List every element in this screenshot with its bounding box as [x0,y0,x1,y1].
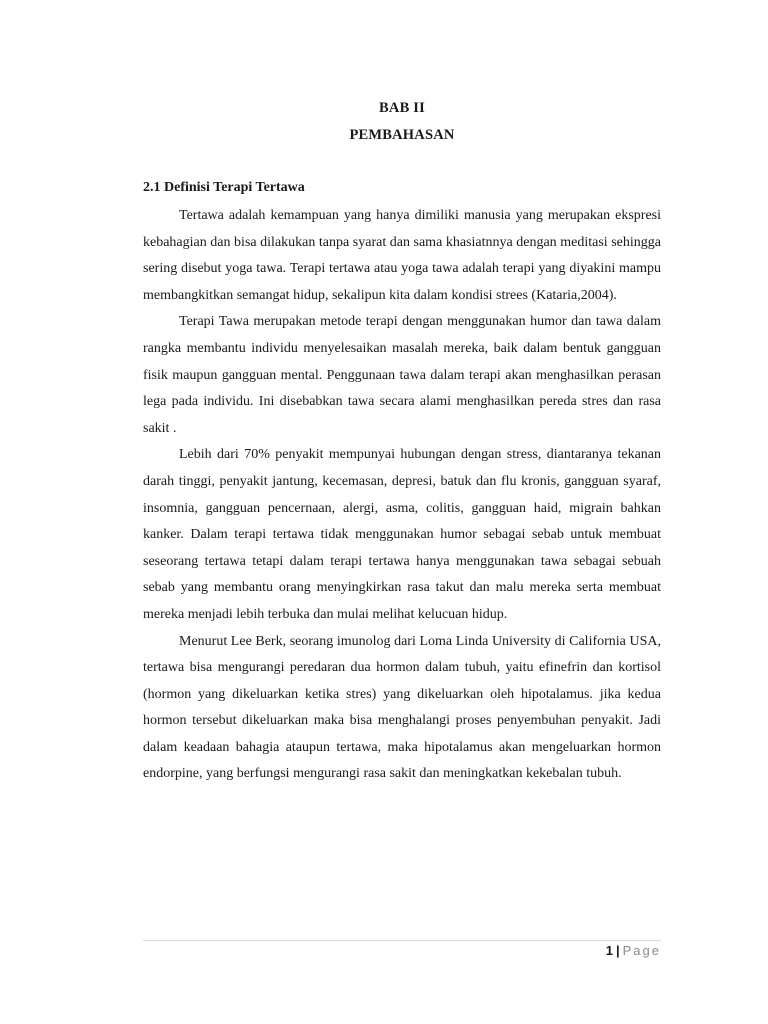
footer-separator: | [615,943,620,958]
page-label: Page [622,943,661,958]
body-text [143,203,661,788]
page-footer [606,943,661,958]
paragraph: Menurut Lee Berk, seorang imunolog dari Loma Linda University di California USA, tertawa bisa mengurangi peredaran dua hormon dalam tubuh, yaitu efinefrin dan kortisol (hormon yang dikeluarkan ketika stres) yang dikeluarkan oleh hipotalamus. jika kedua hormon tersebut dikeluarkan maka bisa menghalangi proses penyembuhan penyakit. Jadi dalam keadaan bahagia ataupun tertawa, maka hipotalamus akan mengeluarkan hormon endorpine, yang berfungsi mengurangi rasa sakit dan meningkatkan kekebalan tubuh. [143,633,661,782]
footer-divider [143,940,661,941]
section-heading: 2.1 Definisi Terapi Tertawa [143,180,305,195]
paragraph: Terapi Tawa merupakan metode terapi dengan menggunakan humor dan tawa dalam rangka membantu individu menyelesaikan masalah mereka, baik dalam bentuk gangguan fisik maupun gangguan mental. Penggunaan tawa dalam terapi akan menghasilkan perasan lega pada individu. Ini disebabkan tawa secara alami menghasilkan pereda stres dan rasa sakit . [143,314,661,436]
chapter-number: BAB II [379,100,425,116]
page-number: 1 [605,943,613,958]
chapter-title: PEMBAHASAN [349,127,455,143]
paragraph: Tertawa adalah kemampuan yang hanya dimiliki manusia yang merupakan ekspresi kebahagian dan bisa dilakukan tanpa syarat dan sama khasiatnnya dengan meditasi sehingga sering disebut yoga tawa. Terapi tertawa atau yoga tawa adalah terapi yang diyakini mampu membangkitkan semangat hidup, sekalipun kita dalam kondisi strees (Kataria,2004). [143,208,661,303]
paragraph: Lebih dari 70% penyakit mempunyai hubungan dengan stress, diantaranya tekanan darah tinggi, penyakit jantung, kecemasan, depresi, batuk dan flu kronis, gangguan syaraf, insomnia, gangguan pencernaan, alergi, asma, colitis, gangguan haid, migrain bahkan kanker. Dalam terapi tertawa tidak menggunakan humor sebagai sebab untuk membuat seseorang tertawa tetapi dalam terapi tertawa hanya menggunakan tawa sebagai sebuah sebab yang membantu orang menyingkirkan rasa takut dan malu mereka serta membuat mereka menjadi lebih terbuka dan mulai melihat kelucuan hidup. [143,447,661,622]
